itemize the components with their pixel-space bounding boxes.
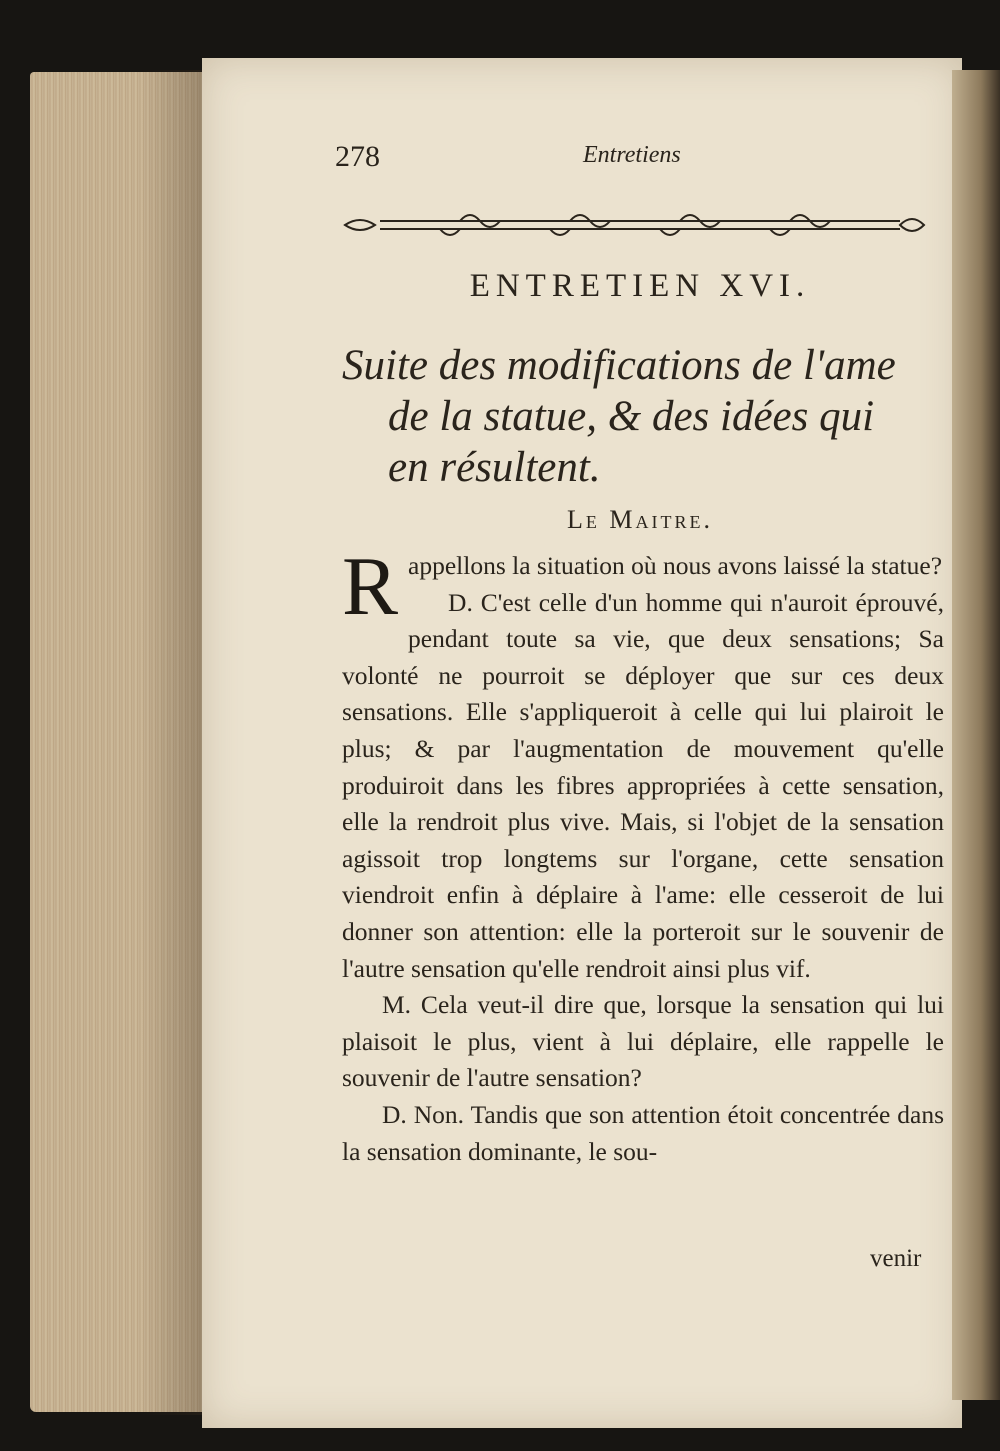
speaker-heading: Le Maitre. bbox=[567, 505, 713, 534]
catchword: venir bbox=[870, 1245, 922, 1272]
paragraph: D. C'est celle d'un homme qui n'auroit éprouvé, pendant toute sa vie, que deux sensations; Sa volonté ne pourroit se déployer que sur ces deux sensations. Elle s'appliqueroit à celle qui lui plairoit le plus; & par l'augmentation de mouvement qu'elle produiroit dans les fibres appropriées à cette sensation, elle la rendroit plus vive. Mais, si l'objet de la sensation agissoit trop longtems sur l'organe, cette sensation viendroit enfin à déplaire à l'ame: elle cesseroit de lui donner son attention: elle la porteroit sur le souvenir de l'autre sensation qu'elle rendroit ainsi plus vif. bbox=[342, 587, 944, 983]
drop-cap: R bbox=[342, 540, 399, 633]
subtitle-line: de la statue, & des idées qui bbox=[388, 393, 875, 440]
chapter-subtitle bbox=[342, 340, 942, 493]
paragraph: M. Cela veut-il dire que, lorsque la sensation qui lui plaisoit le plus, vient à lui déplaire, elle rappelle le souvenir de l'autre sensation? bbox=[342, 990, 944, 1093]
chapter-heading: ENTRETIEN XVI. bbox=[469, 268, 811, 304]
page-edge-shadow bbox=[140, 70, 210, 1415]
gutter-shadow bbox=[952, 70, 1000, 1400]
subtitle-line: Suite des modifications de l'ame bbox=[342, 342, 896, 389]
paragraph: D. Non. Tandis que son attention étoit concentrée dans la sensation dominante, le sou- bbox=[342, 1099, 944, 1166]
running-head: Entretiens bbox=[583, 142, 681, 168]
page-number: 278 bbox=[335, 140, 380, 173]
page-header bbox=[335, 140, 735, 180]
paragraph-text: appellons la situation où nous avons laissé la statue? bbox=[408, 551, 943, 580]
ornament-rule bbox=[340, 207, 930, 243]
paragraph bbox=[342, 540, 944, 633]
subtitle-line: en résultent. bbox=[388, 444, 601, 491]
body-text bbox=[342, 540, 944, 1170]
